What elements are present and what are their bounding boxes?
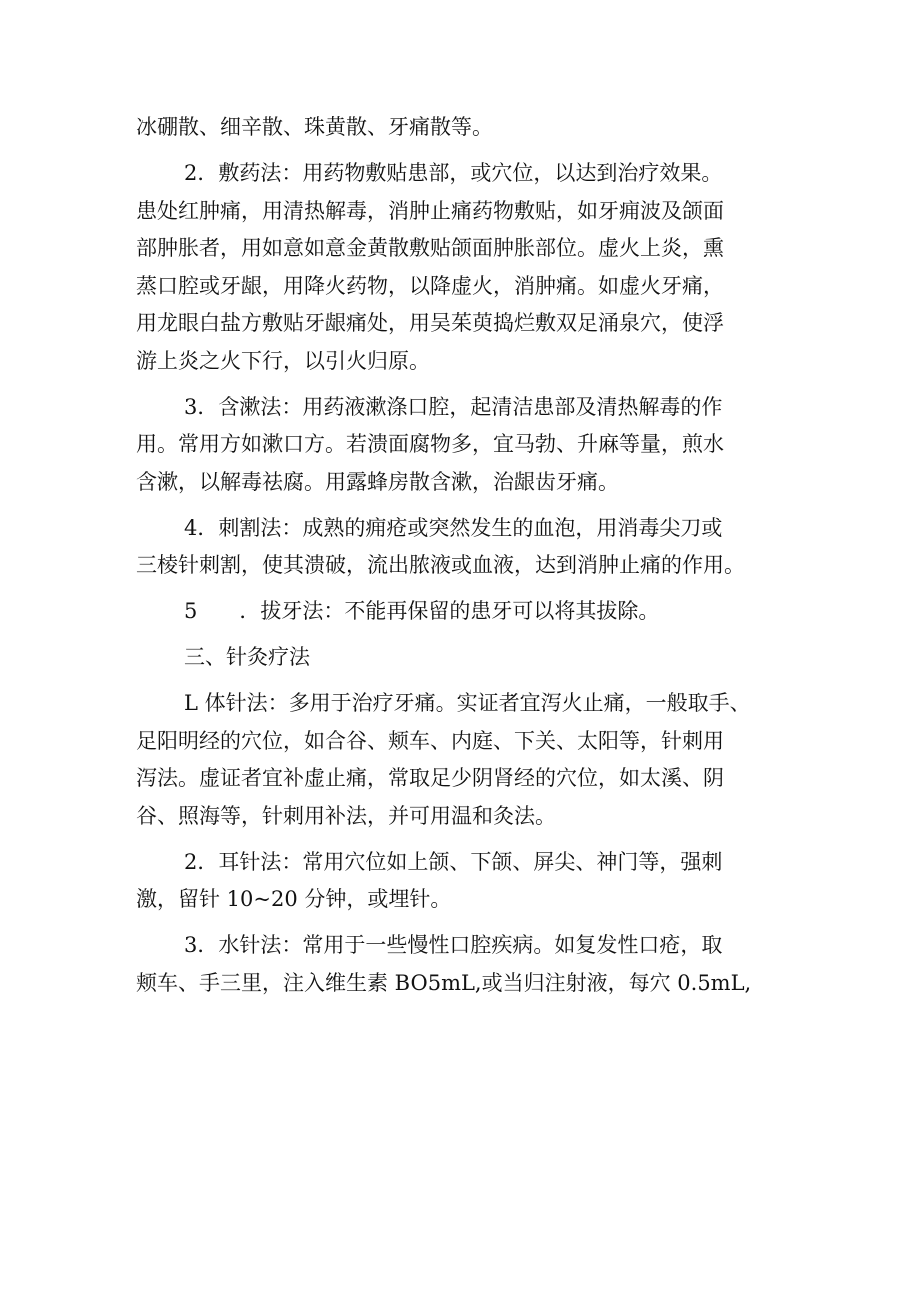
text-line: 三棱针刺割，使其溃破，流出脓液或血液，达到消肿止痛的作用。 bbox=[136, 553, 745, 577]
text-line: 2．耳针法：常用穴位如上颌、下颌、屏尖、神门等，强刺 bbox=[184, 849, 723, 874]
paragraph bbox=[136, 510, 816, 585]
text-line: 足阳明经的穴位，如合谷、颊车、内庭、下关、太阳等，针刺用 bbox=[136, 728, 724, 753]
text-line: 泻法。虚证者宜补虚止痛，常取足少阴肾经的穴位，如太溪、阴 bbox=[136, 766, 724, 790]
text-line: 2．敷药法：用药物敷贴患部，或穴位，以达到治疗效果。 bbox=[184, 161, 723, 185]
text-line: 4．刺割法：成熟的痈疮或突然发生的血泡，用消毒尖刀或 bbox=[184, 515, 723, 540]
text-line: 三、针灸疗法 bbox=[184, 645, 310, 669]
text-line: 患处红肿痛，用清热解毒，消肿止痛药物敷贴，如牙痈波及颌面 bbox=[136, 198, 724, 223]
text-line: 冰硼散、细辛散、珠黄散、牙痛散等。 bbox=[136, 115, 493, 139]
paragraph bbox=[136, 109, 816, 147]
text-line: 3．水针法：常用于一些慢性口腔疾病。如复发性口疮，取 bbox=[184, 933, 723, 957]
paragraph bbox=[136, 927, 816, 1002]
paragraph bbox=[136, 155, 816, 380]
paragraph bbox=[136, 593, 816, 631]
paragraph bbox=[136, 844, 816, 919]
text-line: 5 ．拔牙法：不能再保留的患牙可以将其拔除。 bbox=[184, 599, 660, 623]
paragraph bbox=[136, 389, 816, 502]
text-line: 蒸口腔或牙龈，用降火药物，以降虚火，消肿痛。如虚火牙痛， bbox=[136, 273, 724, 298]
text-line: 用龙眼白盐方敷贴牙龈痛处，用吴茱萸捣烂敷双足涌泉穴，使浮 bbox=[136, 311, 724, 335]
text-line: 颊车、手三里，注入维生素 BO5mL,或当归注射液，每穴 0.5mL, bbox=[136, 970, 752, 995]
text-line: 游上炎之火下行，以引火归原。 bbox=[136, 348, 430, 373]
document-body bbox=[136, 109, 816, 1002]
text-line: 激，留针 10~20 分钟，或埋针。 bbox=[136, 887, 452, 911]
section-heading bbox=[136, 639, 816, 677]
text-line: 3．含漱法：用药液漱涤口腔，起清洁患部及清热解毒的作 bbox=[184, 394, 723, 419]
text-line: 用。常用方如漱口方。若溃面腐物多，宜马勃、升麻等量，煎水 bbox=[136, 432, 724, 456]
text-line: L 体针法：多用于治疗牙痛。实证者宜泻火止痛，一般取手、 bbox=[184, 691, 751, 715]
text-line: 谷、照海等，针刺用补法，并可用温和灸法。 bbox=[136, 803, 556, 828]
text-line: 部肿胀者，用如意如意金黄散敷贴颌面肿胀部位。虚火上炎，熏 bbox=[136, 236, 724, 260]
text-line: 含漱，以解毒祛腐。用露蜂房散含漱，治龈齿牙痛。 bbox=[136, 469, 619, 494]
paragraph bbox=[136, 685, 816, 835]
